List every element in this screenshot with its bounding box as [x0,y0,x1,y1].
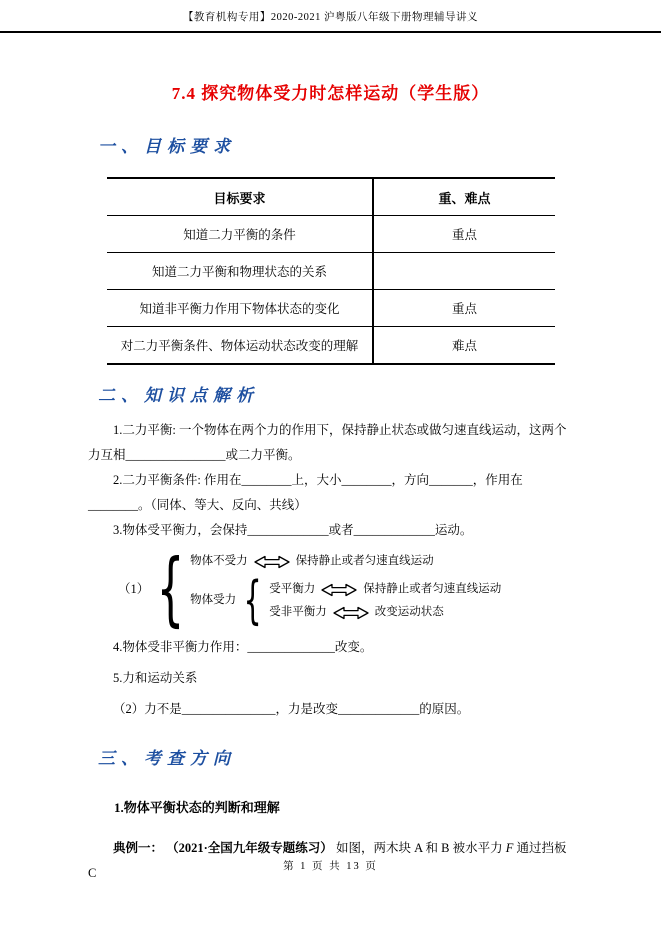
force-motion-diagram [118,542,573,636]
double-arrow-icon [253,555,291,569]
diagram-sub-branches [269,583,501,620]
table-cell-level [373,253,555,290]
example-source: （2021·全国九年级专题练习） [166,841,333,856]
page-title: 7.4 探究物体受力时怎样运动（学生版） [171,84,490,103]
diagram-result: 改变运动状态 [374,605,444,618]
diagram-branch-unbalanced [269,606,501,620]
table-cell-level: 重点 [451,228,477,242]
knowledge-point-4: 4.物体受非平衡力作用：______________改变。 [113,640,373,655]
table-cell-goal: 知道二力平衡和物理状态的关系 [107,253,373,290]
table-row [107,253,555,290]
knowledge-point-5: 5.力和运动关系 [113,671,198,686]
knowledge-point-6: （2）力不是_______________，力是改变_____________的原因。 [113,702,470,717]
brace-icon: { [243,571,262,631]
goals-table [107,177,555,365]
example-force-symbol: F [505,841,514,856]
diagram-result: 保持静止或者匀速直线运动 [363,582,502,595]
header-divider [0,31,661,33]
document-header [0,0,661,24]
diagram-node: 受平衡力 [269,582,316,595]
table-cell-goal: 知道二力平衡的条件 [107,216,373,253]
section-heading-exam: 三、考查方向 [98,749,236,770]
double-arrow-icon [332,606,370,620]
table-header-row [107,178,555,216]
table-header-goal: 目标要求 [107,178,373,216]
exam-topic: 1.物体平衡状态的判断和理解 [114,800,280,816]
section-heading-goals: 一、目标要求 [98,137,236,157]
knowledge-point-2: 2.二力平衡条件: 作用在________上，大小________，方向_______，作用在________。（同体、等大、反向、共线） [88,473,523,512]
table-cell-goal: 对二力平衡条件、物体运动状态改变的理解 [107,327,373,365]
diagram-branch-balanced [269,583,501,597]
knowledge-point-3: 3.物体受平衡力，会保持_____________或者_____________运动。 [113,523,473,537]
brace-icon: { [156,542,185,636]
knowledge-content [0,418,661,722]
diagram-node: 受非平衡力 [269,605,327,618]
table-row [107,290,555,327]
table-row [107,327,555,365]
double-arrow-icon [320,583,358,597]
diagram-branches [190,555,502,631]
diagram-branch-no-force [190,555,501,569]
table-header-level: 重、难点 [438,190,491,206]
table-row [107,216,555,253]
diagram-branch-force [190,571,502,631]
diagram-node: 物体不受力 [190,555,248,568]
section-heading-knowledge: 二、知识点解析 [98,386,259,406]
page-footer: 第 1 页 共 13 页 [283,861,378,872]
table-cell-level: 难点 [451,339,477,353]
example-text: 通过挡板 C [88,841,567,881]
header-text: 【教育机构专用】2020-2021 沪粤版八年级下册物理辅导讲义 [182,12,479,23]
knowledge-point-1: 1.二力平衡: 一个物体在两个力的作用下，保持静止状态或做匀速直线运动，这两个力互相________________或二力平衡。 [88,423,567,462]
diagram-node: 物体受力 [190,594,237,607]
table-cell-level: 重点 [451,302,477,316]
example-label: 典例一： [113,841,164,856]
example-text: 如图，两木块 A 和 B 被水平力 [335,841,506,856]
diagram-label: （1） [118,581,150,596]
diagram-result: 保持静止或者匀速直线运动 [295,555,434,568]
table-cell-goal: 知道非平衡力作用下物体状态的变化 [107,290,373,327]
